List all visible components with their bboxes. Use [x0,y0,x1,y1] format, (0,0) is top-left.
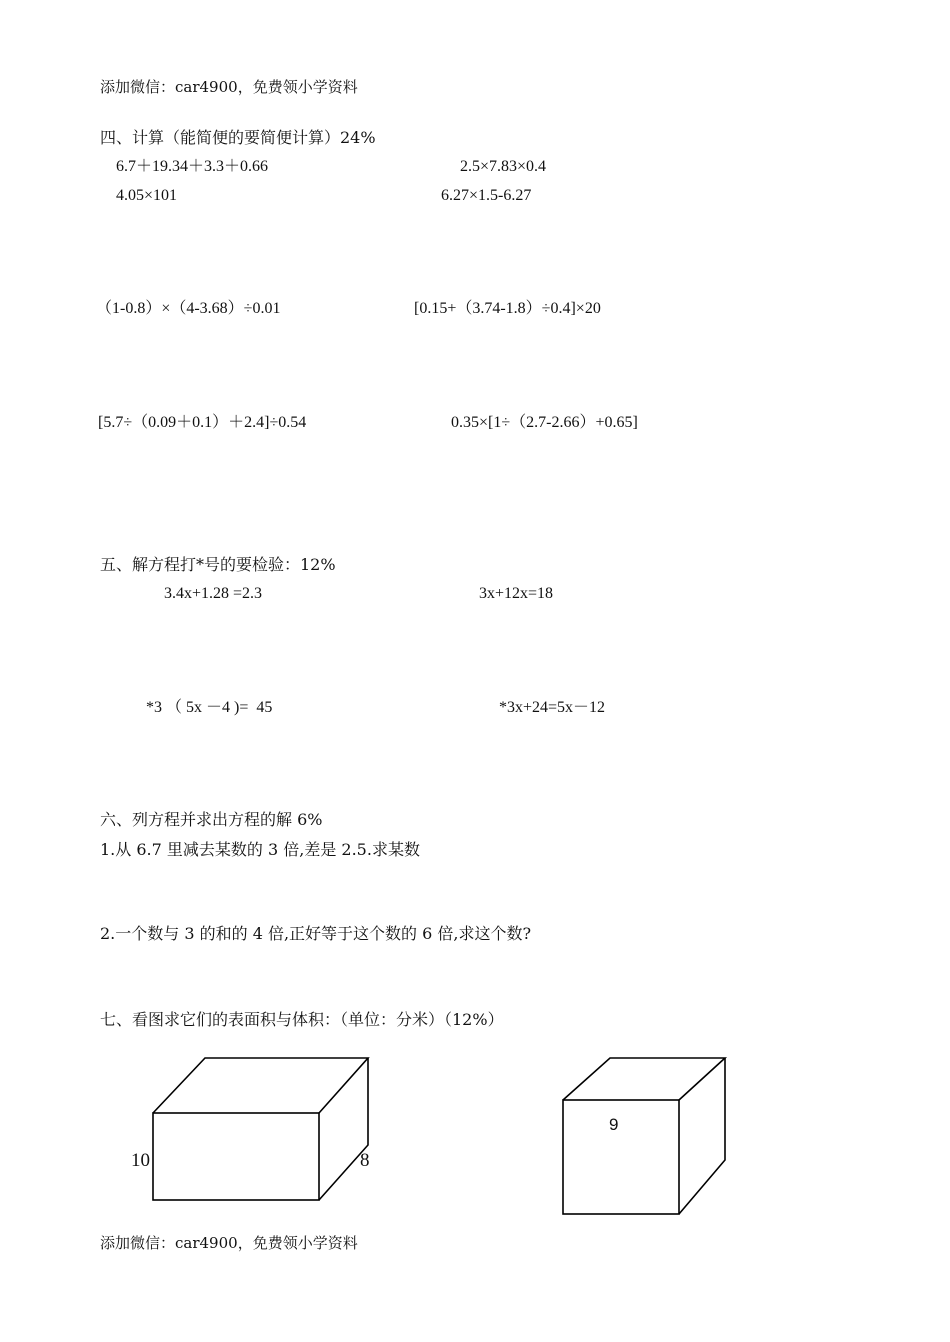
cuboid-figure [153,1058,368,1200]
question-2: 2.一个数与 3 的和的 4 倍,正好等于这个数的 6 倍,求这个数? [100,924,532,943]
section6-title: 六、列方程并求出方程的解 6% [100,810,323,829]
equation-3: *3 （ 5x －4 )= 45 [146,699,273,716]
cuboid-top-face [153,1058,368,1113]
header-watermark: 添加微信：car4900，免费领小学资料 [100,78,358,96]
cuboid-side-face [319,1058,368,1200]
section4-title: 四、计算（能简便的要简便计算）24% [100,128,376,147]
cube-side-face [679,1058,725,1214]
problem-2: 2.5×7.83×0.4 [460,158,547,175]
problem-6: [0.15+（3.74-1.8）÷0.4]×20 [414,300,601,317]
section7-title: 七、看图求它们的表面积与体积：（单位：分米）（12%） [100,1010,504,1029]
problem-4: 6.27×1.5-6.27 [441,187,532,204]
problem-8: 0.35×[1÷（2.7-2.66）+0.65] [451,414,638,431]
problem-1: 6.7＋19.34＋3.3＋0.66 [116,158,269,175]
question-1: 1.从 6.7 里减去某数的 3 倍,差是 2.5.求某数 [100,840,420,859]
equation-1: 3.4x+1.28 =2.3 [164,585,263,602]
cuboid-front-face [153,1113,319,1200]
problem-5: （1-0.8）×（4-3.68）÷0.01 [96,300,281,317]
problem-7: [5.7÷（0.09＋0.1）＋2.4]÷0.54 [98,414,307,431]
cube-edge-label: 9 [609,1115,619,1134]
cuboid-height-label: 10 [131,1150,150,1171]
footer-watermark: 添加微信：car4900，免费领小学资料 [100,1234,358,1252]
cube-figure [563,1058,725,1214]
section5-title: 五、解方程打*号的要检验：12% [100,555,336,574]
problem-3: 4.05×101 [116,187,178,204]
cuboid-depth-label: 8 [360,1150,370,1171]
cube-top-face [563,1058,725,1100]
equation-2: 3x+12x=18 [479,585,554,602]
equation-4: *3x+24=5x－12 [499,699,606,716]
cube-front-face [563,1100,679,1214]
